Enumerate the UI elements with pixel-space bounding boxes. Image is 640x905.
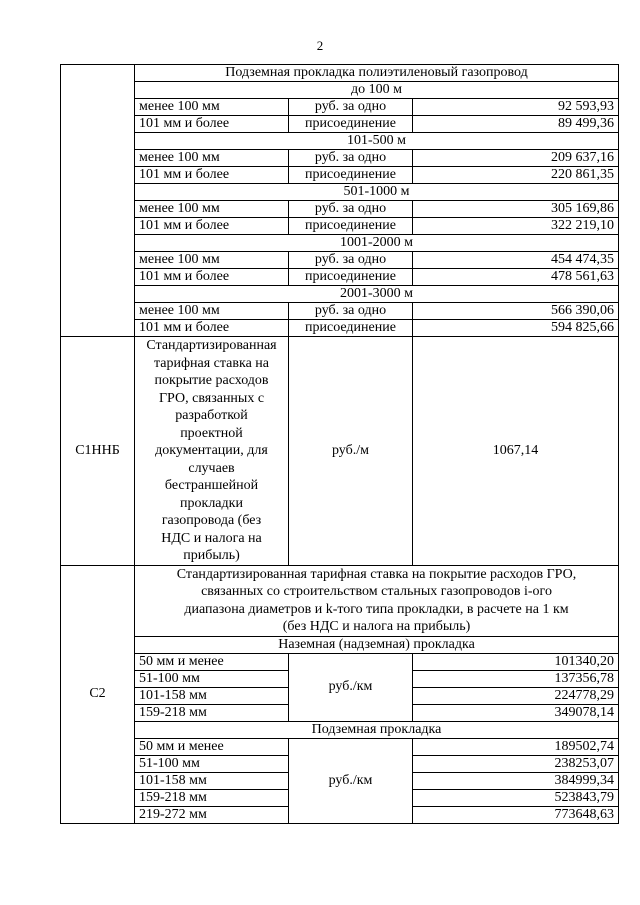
diameter-cell: 219-272 мм bbox=[135, 806, 289, 823]
diameter-cell: 101-158 мм bbox=[135, 687, 289, 704]
value-cell: 238253,07 bbox=[413, 755, 619, 772]
diameter-cell: 51-100 мм bbox=[135, 755, 289, 772]
page-number: 2 bbox=[316, 38, 324, 53]
description-line: (без НДС и налога на прибыль) bbox=[282, 619, 471, 634]
unit-cell: присоединение bbox=[289, 320, 413, 337]
value-cell: 566 390,06 bbox=[413, 303, 619, 320]
value-cell: 349078,14 bbox=[413, 704, 619, 721]
diameter-cell: 51-100 мм bbox=[135, 670, 289, 687]
unit-cell: руб. за одно bbox=[289, 150, 413, 167]
diameter-cell: 101 мм и более bbox=[135, 116, 289, 133]
c2-description bbox=[135, 565, 619, 636]
laying-type-header: Подземная прокладка bbox=[135, 721, 619, 738]
c1nnb-unit: руб./м bbox=[289, 337, 413, 566]
description-line: прокладки bbox=[180, 495, 243, 511]
range-header: до 100 м bbox=[135, 82, 619, 99]
range-header: 1001-2000 м bbox=[135, 235, 619, 252]
value-cell: 773648,63 bbox=[413, 806, 619, 823]
description-line: диапазона диаметров и k-того типа прокладки, в расчете на 1 км bbox=[184, 601, 569, 617]
value-cell: 189502,74 bbox=[413, 738, 619, 755]
unit-cell: руб. за одно bbox=[289, 201, 413, 218]
tariff-table bbox=[60, 64, 619, 824]
description-line: случаев bbox=[188, 460, 235, 476]
description-line: связанных со строительством стальных газопроводов i-ого bbox=[201, 584, 552, 599]
value-cell: 89 499,36 bbox=[413, 116, 619, 133]
description-line: Стандартизированная bbox=[146, 338, 277, 353]
diameter-cell: 50 мм и менее bbox=[135, 653, 289, 670]
description-line: Стандартизированная тарифная ставка на покрытие расходов ГРО, bbox=[176, 566, 577, 582]
description-line: ГРО, связанных с bbox=[158, 390, 265, 406]
unit-cell: присоединение bbox=[289, 269, 413, 286]
value-cell: 224778,29 bbox=[413, 687, 619, 704]
description-line: НДС и налога на bbox=[161, 530, 262, 546]
unit-cell: руб. за одно bbox=[289, 99, 413, 116]
value-cell: 220 861,35 bbox=[413, 167, 619, 184]
range-header: 2001-3000 м bbox=[135, 286, 619, 303]
description-line: разработкой bbox=[175, 408, 248, 423]
diameter-cell: 101-158 мм bbox=[135, 772, 289, 789]
description-line: газопровода (без bbox=[161, 513, 262, 528]
diameter-cell: менее 100 мм bbox=[135, 252, 289, 269]
unit-cell: руб./км bbox=[289, 653, 413, 721]
value-cell: 478 561,63 bbox=[413, 269, 619, 286]
value-cell: 305 169,86 bbox=[413, 201, 619, 218]
description-line: бестраншейной bbox=[164, 478, 259, 493]
diameter-cell: 101 мм и более bbox=[135, 320, 289, 337]
code-cell-blank bbox=[61, 65, 135, 337]
diameter-cell: 101 мм и более bbox=[135, 218, 289, 235]
diameter-cell: 50 мм и менее bbox=[135, 738, 289, 755]
value-cell: 594 825,66 bbox=[413, 320, 619, 337]
diameter-cell: 101 мм и более bbox=[135, 269, 289, 286]
diameter-cell: менее 100 мм bbox=[135, 150, 289, 167]
unit-cell: присоединение bbox=[289, 116, 413, 133]
description-line: покрытие расходов bbox=[154, 373, 269, 388]
value-cell: 137356,78 bbox=[413, 670, 619, 687]
diameter-cell: менее 100 мм bbox=[135, 99, 289, 116]
c1nnb-value: 1067,14 bbox=[413, 337, 619, 566]
unit-cell: руб. за одно bbox=[289, 303, 413, 320]
code-c1nnb: С1ННБ bbox=[61, 337, 135, 566]
value-cell: 101340,20 bbox=[413, 653, 619, 670]
diameter-cell: 159-218 мм bbox=[135, 704, 289, 721]
description-line: прибыль) bbox=[183, 548, 240, 563]
description-line: тарифная ставка на bbox=[153, 355, 270, 371]
value-cell: 209 637,16 bbox=[413, 150, 619, 167]
range-header: 501-1000 м bbox=[135, 184, 619, 201]
section-header: Подземная прокладка полиэтиленовый газопровод bbox=[135, 65, 619, 82]
unit-cell: присоединение bbox=[289, 218, 413, 235]
unit-cell: присоединение bbox=[289, 167, 413, 184]
range-header: 101-500 м bbox=[135, 133, 619, 150]
c1nnb-description bbox=[135, 337, 289, 566]
description-line: документации, для bbox=[155, 443, 268, 458]
code-c2: С2 bbox=[61, 565, 135, 823]
diameter-cell: 159-218 мм bbox=[135, 789, 289, 806]
value-cell: 523843,79 bbox=[413, 789, 619, 806]
laying-type-header: Наземная (надземная) прокладка bbox=[135, 636, 619, 653]
unit-cell: руб./км bbox=[289, 738, 413, 823]
value-cell: 454 474,35 bbox=[413, 252, 619, 269]
unit-cell: руб. за одно bbox=[289, 252, 413, 269]
diameter-cell: менее 100 мм bbox=[135, 201, 289, 218]
description-line: проектной bbox=[180, 425, 243, 441]
diameter-cell: менее 100 мм bbox=[135, 303, 289, 320]
diameter-cell: 101 мм и более bbox=[135, 167, 289, 184]
value-cell: 92 593,93 bbox=[413, 99, 619, 116]
value-cell: 322 219,10 bbox=[413, 218, 619, 235]
value-cell: 384999,34 bbox=[413, 772, 619, 789]
